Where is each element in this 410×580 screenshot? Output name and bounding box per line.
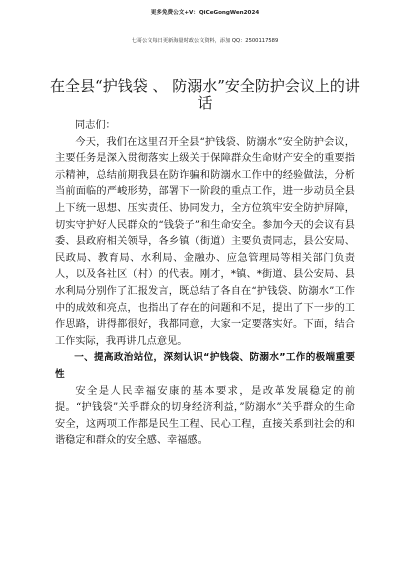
body-paragraph: 安全是人民幸福安康的基本要求，是改革发展稳定的前提。“护钱袋”关乎群众的切身经济利益，”防溺水”关乎群众的生命安全，这两项工作都是民生工程、民心工程，直接关系到社会的和谐稳定和群众的安全感、幸福感。 (55, 385, 355, 447)
document-title: 在全县“护钱袋 、 防溺水”安全防护会议上的讲话 (50, 77, 360, 112)
document-body (55, 118, 355, 450)
watermark-source-note: 七哥公文每日更新海量时政公文资料，添加 QQ：2500117589 (131, 38, 279, 44)
watermark-contact: 更多免费公文+V：QiCeGongWen2024 (150, 10, 260, 16)
section-heading: 一、提高政治站位，深刻认识“护钱袋、防溺水”工作的极端重要性 (55, 352, 355, 380)
body-paragraph: 今天，我们在这里召开全县“护钱袋、防溺水”安全防护会议，主要任务是深入贯彻落实上级关于保障群众生命财产安全的重要指示精神，总结前期我县在防诈骗和防溺水工作中的经验做法，分析当前面临的严峻形势，部署下一阶段的重点工作，进一步动员全县上下统一思想、压实责任、协同发力，全方位筑牢安全防护屏障，切实守护好人民群众的“钱袋子”和生命安全。参加今天的会议有县委、县政府相关领导，各乡镇（街道）主要负责同志，县公安局、民政局、教育局、水利局、金融办、应急管理局等相关部门负责人，以及各社区（村）的代表。刚才，*镇、*街道、县公安局、县水利局分别作了汇报发言，既总结了各自在“护钱袋、防溺水”工作中的成效和亮点，也指出了存在的问题和不足，提出了下一步的工作思路，讲得都很好，我都同意，大家一定要落实好。下面，结合工作实际，我再讲几点意见。 (55, 136, 355, 347)
salutation: 同志们： (75, 120, 116, 131)
